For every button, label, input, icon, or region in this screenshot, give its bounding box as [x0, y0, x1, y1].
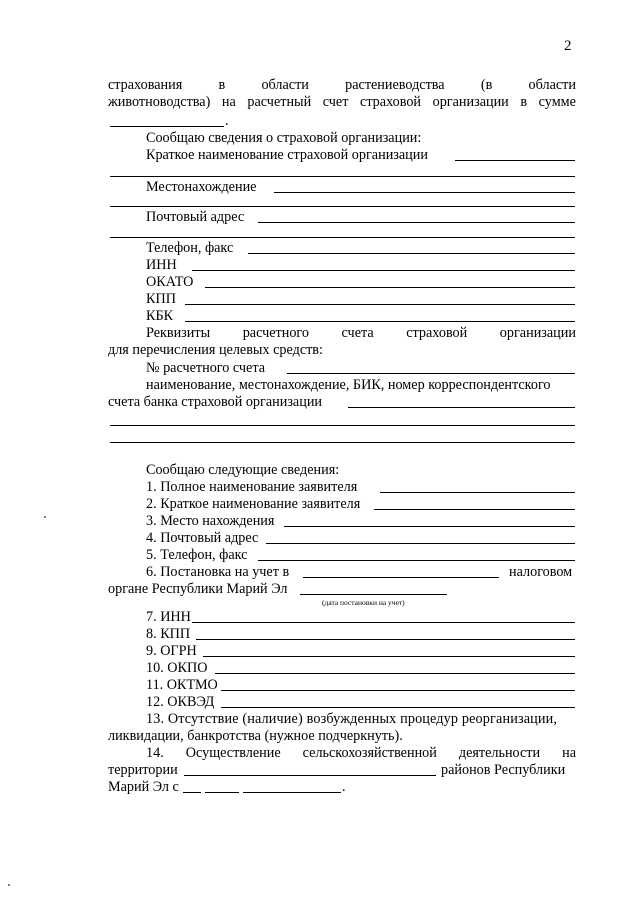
justified-word: в — [218, 77, 226, 93]
insurer-location-field-2[interactable] — [110, 206, 575, 207]
insurer-postal-field-2[interactable] — [110, 237, 575, 238]
applicant-item-6-tail: налоговом — [509, 564, 573, 580]
applicant-item-6-line-2: органе Республики Марий Эл — [108, 581, 288, 597]
applicant-item-13-line-2: ликвидации, банкротства (нужное подчеркнуть). — [108, 728, 403, 744]
justified-word: на — [221, 94, 236, 110]
insurer-requisites-line-1 — [146, 325, 576, 342]
justified-word: расчетного — [242, 325, 309, 341]
insurer-inn-label: ИНН — [146, 257, 177, 273]
applicant-item-14-line-1 — [146, 745, 576, 762]
justified-word: сумме — [538, 94, 576, 110]
scan-speck — [44, 516, 46, 518]
applicant-item-2-label: 2. Краткое наименование заявителя — [146, 496, 361, 512]
applicant-full-name-field[interactable] — [380, 492, 575, 493]
justified-word: на — [562, 745, 576, 761]
insurer-kpp-label: КПП — [146, 291, 176, 307]
territory-field[interactable] — [184, 775, 436, 776]
intro-line-3-end: . — [225, 113, 229, 129]
insurer-postal-label: Почтовый адрес — [146, 209, 245, 225]
justified-word: деятельности — [458, 745, 541, 761]
intro-line-1 — [108, 77, 576, 94]
applicant-oktmo-field[interactable] — [221, 690, 575, 691]
applicant-ogrn-field[interactable] — [203, 656, 575, 657]
applicant-item-14-tail: районов Республики — [441, 762, 566, 778]
applicant-postal-field[interactable] — [266, 543, 575, 544]
activity-day-field[interactable] — [183, 792, 201, 793]
justified-word: области — [528, 77, 576, 93]
applicant-item-8-label: 8. КПП — [146, 626, 191, 642]
applicant-inn-field[interactable] — [192, 622, 575, 623]
applicant-item-13-line-1: 13. Отсутствие (наличие) возбужденных процедур реорганизации, — [146, 711, 558, 727]
justified-word: организации — [432, 94, 509, 110]
bank-details-field[interactable] — [348, 407, 575, 408]
justified-word: страховой — [360, 94, 422, 110]
insurer-location-label: Местонахождение — [146, 179, 257, 195]
justified-word: организации — [499, 325, 576, 341]
applicant-okved-field[interactable] — [221, 707, 575, 708]
insurer-requisites-line-2: для перечисления целевых средств: — [108, 342, 323, 358]
insurer-heading: Сообщаю сведения о страховой организации: — [146, 130, 422, 146]
applicant-heading: Сообщаю следующие сведения: — [146, 462, 340, 478]
justified-word: сельскохозяйственной — [302, 745, 437, 761]
applicant-item-7-label: 7. ИНН — [146, 609, 191, 625]
account-number-label: № расчетного счета — [146, 360, 266, 376]
applicant-okpo-field[interactable] — [215, 673, 575, 674]
tax-registration-date-field[interactable] — [300, 594, 447, 595]
applicant-item-12-label: 12. ОКВЭД — [146, 694, 215, 710]
justified-word: 14. — [146, 745, 164, 761]
tax-registration-field[interactable] — [303, 577, 499, 578]
applicant-phone-field[interactable] — [258, 560, 575, 561]
justified-word: Реквизиты — [146, 325, 211, 341]
scan-speck — [8, 884, 10, 886]
activity-month-field[interactable] — [205, 792, 239, 793]
applicant-item-11-label: 11. ОКТМО — [146, 677, 218, 693]
applicant-item-6-label: 6. Постановка на учет в — [146, 564, 290, 580]
activity-year-field[interactable] — [243, 792, 341, 793]
page-number: 2 — [564, 38, 572, 54]
applicant-item-14-line-3: Марий Эл с — [108, 779, 179, 795]
applicant-item-10-label: 10. ОКПО — [146, 660, 208, 676]
insurer-short-name-field[interactable] — [455, 160, 575, 161]
justified-word: Осуществление — [185, 745, 281, 761]
bank-details-field-2[interactable] — [110, 425, 575, 426]
justified-word: растениеводства — [345, 77, 445, 93]
insurer-phone-label: Телефон, факс — [146, 240, 234, 256]
amount-field-line[interactable] — [110, 126, 224, 127]
justified-word: страхования — [108, 77, 183, 93]
applicant-item-1-label: 1. Полное наименование заявителя — [146, 479, 358, 495]
applicant-kpp-field[interactable] — [196, 639, 575, 640]
insurer-phone-field[interactable] — [248, 253, 575, 254]
intro-line-2 — [108, 94, 576, 111]
tax-registration-date-caption: (дата постановки на учет) — [322, 598, 405, 607]
applicant-item-14-dot: . — [342, 779, 346, 795]
applicant-location-field[interactable] — [284, 526, 575, 527]
insurer-okato-field[interactable] — [205, 287, 575, 288]
justified-word: счет — [322, 94, 349, 110]
applicant-item-3-label: 3. Место нахождения — [146, 513, 275, 529]
applicant-item-4-label: 4. Почтовый адрес — [146, 530, 259, 546]
insurer-inn-field[interactable] — [192, 270, 575, 271]
justified-word: счета — [341, 325, 374, 341]
bank-details-line-2: счета банка страховой организации — [108, 394, 323, 410]
justified-word: области — [261, 77, 309, 93]
applicant-item-14-territory: территории — [108, 762, 178, 778]
justified-word: (в — [480, 77, 493, 93]
justified-word: расчетный — [247, 94, 312, 110]
insurer-kbk-field[interactable] — [185, 321, 575, 322]
insurer-okato-label: ОКАТО — [146, 274, 194, 290]
applicant-short-name-field[interactable] — [374, 509, 575, 510]
applicant-item-9-label: 9. ОГРН — [146, 643, 197, 659]
applicant-item-5-label: 5. Телефон, факс — [146, 547, 248, 563]
bank-details-line-1: наименование, местонахождение, БИК, номер корреспондентского — [146, 377, 551, 393]
bank-details-field-3[interactable] — [110, 442, 575, 443]
insurer-postal-field[interactable] — [258, 222, 575, 223]
account-number-field[interactable] — [287, 373, 575, 374]
insurer-location-field[interactable] — [274, 192, 575, 193]
justified-word: в — [520, 94, 528, 110]
insurer-kpp-field[interactable] — [185, 304, 575, 305]
insurer-kbk-label: КБК — [146, 308, 174, 324]
insurer-short-name-field-2[interactable] — [110, 176, 575, 177]
insurer-short-name-label: Краткое наименование страховой организации — [146, 147, 428, 163]
justified-word: страховой — [406, 325, 468, 341]
justified-word: животноводства) — [108, 94, 211, 110]
